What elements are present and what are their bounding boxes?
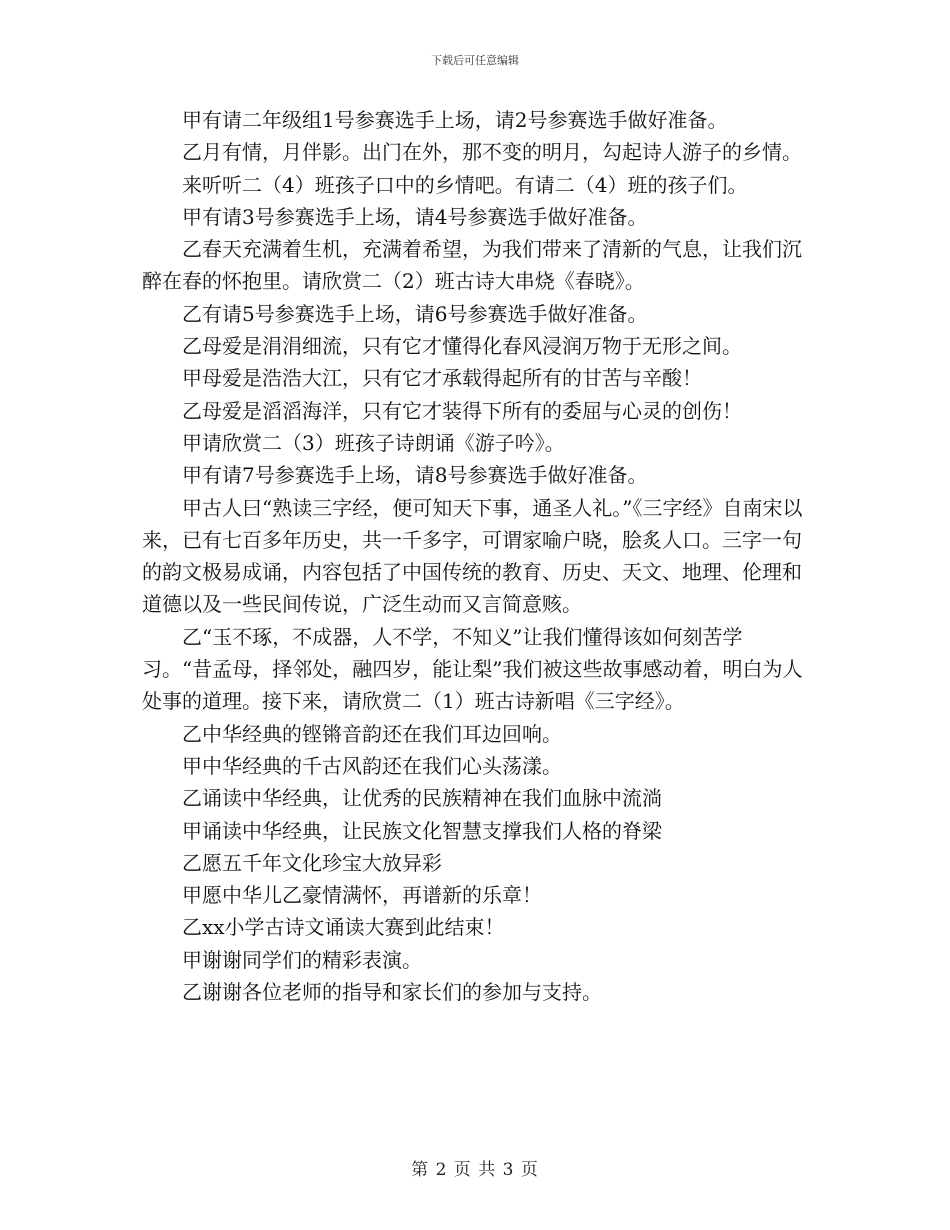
paragraph: 乙诵读中华经典，让优秀的民族精神在我们血脉中流淌 xyxy=(182,786,662,811)
paragraph: 甲请欣赏二（3）班孩子诗朗诵《游子吟》。 xyxy=(182,430,565,455)
document-body xyxy=(142,104,807,1008)
paragraph: 甲古人曰“熟读三字经，便可知天下事，通圣人礼。”《三字经》自南宋以来，已有七百多年历史，共一千多字，可谓家喻户晓，脍炙人口。三字一句的韵文极易成诵，内容包括了中国传统的教育、历史、天文、地理、伦理和道德以及一些民间传说，广泛生动而又言简意赅。 xyxy=(142,495,803,617)
paragraph: 乙xx小学古诗文诵读大赛到此结束！ xyxy=(182,915,505,940)
paragraph: 甲谢谢同学们的精彩表演。 xyxy=(182,947,422,972)
paragraph: 甲中华经典的千古风韵还在我们心头荡漾。 xyxy=(182,753,562,778)
paragraph: 来听听二（4）班孩子口中的乡情吧。有请二（4）班的孩子们。 xyxy=(182,172,748,197)
paragraph: 乙谢谢各位老师的指导和家长们的参加与支持。 xyxy=(182,980,602,1005)
paragraph: 甲有请7号参赛选手上场，请8号参赛选手做好准备。 xyxy=(182,463,648,488)
paragraph: 甲有请3号参赛选手上场，请4号参赛选手做好准备。 xyxy=(182,204,648,229)
paragraph: 甲愿中华儿乙豪情满怀，再谱新的乐章！ xyxy=(182,883,542,908)
paragraph: 乙母爱是涓涓细流，只有它才懂得化春风浸润万物于无形之间。 xyxy=(182,334,742,359)
page-footer: 第 2 页 共 3 页 xyxy=(411,1160,539,1180)
paragraph: 乙母爱是滔滔海洋，只有它才装得下所有的委屈与心灵的创伤！ xyxy=(182,398,742,423)
paragraph: 乙月有情，月伴影。出门在外，那不变的明月，勾起诗人游子的乡情。 xyxy=(182,140,802,165)
paragraph: 甲有请二年级组1号参赛选手上场，请2号参赛选手做好准备。 xyxy=(182,108,728,132)
paragraph: 乙“玉不琢，不成器，人不学，不知义”让我们懂得该如何刻苦学习。“昔孟母，择邻处，融四岁，能让梨”我们被这些故事感动着，明白为人处事的道理。接下来，请欣赏二（1）班古诗新唱《三字经》。 xyxy=(142,624,803,714)
page-header: 下载后可任意编辑 xyxy=(431,54,519,67)
paragraph: 乙有请5号参赛选手上场，请6号参赛选手做好准备。 xyxy=(182,301,648,326)
paragraph: 乙愿五千年文化珍宝大放异彩 xyxy=(182,850,442,875)
paragraph: 乙春天充满着生机，充满着希望，为我们带来了清新的气息，让我们沉醉在春的怀抱里。请欣赏二（2）班古诗大串烧《春晓》。 xyxy=(142,237,802,294)
paragraph: 乙中华经典的铿锵音韵还在我们耳边回响。 xyxy=(182,721,562,746)
paragraph: 甲母爱是浩浩大江，只有它才承载得起所有的甘苦与辛酸！ xyxy=(182,366,702,391)
paragraph: 甲诵读中华经典，让民族文化智慧支撑我们人格的脊梁 xyxy=(182,818,662,843)
